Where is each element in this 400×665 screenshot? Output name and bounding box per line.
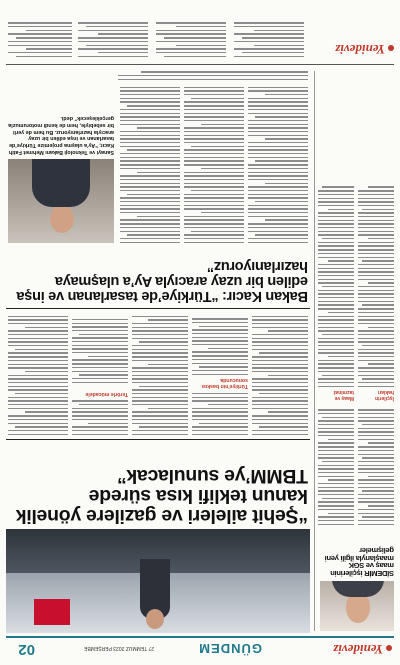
main-body-col3 — [132, 313, 188, 435]
second-body-col2 — [184, 84, 244, 243]
header-section: GÜNDEM — [198, 641, 262, 656]
footer-imprint-2 — [156, 20, 226, 57]
second-body-col1 — [248, 84, 308, 243]
sidebar-subhead-2: Maaş ve tazminat — [333, 389, 354, 401]
main-rule — [6, 439, 310, 440]
header-rule — [6, 636, 394, 638]
main-story-photo — [6, 529, 310, 633]
photo-speaker-head — [146, 609, 164, 629]
header-date: 27 TEMMUZ 2023 PERŞEMBE — [84, 645, 154, 651]
sidebar-title: SİDEMİR işçilerinin maaş ve SGK maaşlarıyla ilgili yeni gelişmeler — [324, 545, 394, 578]
second-story-lead: Sanayi ve Teknoloji Bakanı Mehmet Fatih Kacır, “Ay'a ulaşma projemize Türkiye’de tasarlanan ve inşa edilen bir uzay aracıyla hazırlanıyoruz. Bu hem de yerli bir sebebiyle, hem de kendi motorumuzla gerçekleşecek” dedi. — [8, 115, 114, 155]
main-subhead-2: Terörle mücadele — [85, 391, 128, 397]
portrait-suit — [332, 581, 384, 597]
footer — [6, 5, 394, 61]
footer-rule — [6, 64, 394, 65]
sidebar-body-col1b — [358, 184, 394, 387]
second-photo-head — [50, 205, 74, 233]
footer-logo: Yenideviz — [335, 41, 394, 57]
sidebar-body-col2b — [318, 184, 354, 387]
second-headline: Bakan Kacır: “Türkiye’de tasarlanan ve inşa edilen bir uzay aracıyla Ay’a ulaşmaya hazırlanıyoruz” — [16, 258, 308, 304]
sidebar-body-col1 — [358, 407, 394, 525]
footer-imprint-3 — [78, 20, 148, 57]
logo-dot-icon — [386, 645, 392, 651]
main-subhead-1: Türkiye'nin baskısı sonucunda — [201, 377, 248, 389]
header-page-number: 02 — [18, 641, 35, 658]
footer-imprint-4 — [8, 20, 72, 57]
second-body-col3 — [120, 84, 180, 243]
second-story-rule — [6, 308, 310, 309]
sidebar-body-col2 — [318, 407, 354, 525]
main-body-col5 — [8, 313, 68, 435]
second-photo-suit — [32, 159, 90, 207]
header-logo: Yenideviz — [333, 641, 392, 657]
photo-flag — [34, 599, 70, 625]
main-body-col2b — [192, 316, 248, 375]
footer-imprint-1 — [234, 20, 304, 57]
main-body-col4 — [72, 398, 128, 435]
page-header — [8, 639, 392, 659]
main-body-col4b — [72, 317, 128, 383]
sidebar-portrait-photo — [320, 581, 394, 631]
main-body-col2 — [192, 391, 248, 435]
second-story-photo — [8, 159, 114, 243]
portrait-face — [346, 593, 370, 623]
main-body-col1 — [252, 313, 308, 435]
sidebar-subhead-1: İşçilerin hakları — [375, 389, 394, 401]
main-headline: “Şehit aileleri ve gazilere yönelik kanun teklifi kısa sürede TBMM’ye sunulacak” — [16, 465, 308, 527]
second-body-col4 — [118, 69, 308, 80]
sidebar — [317, 163, 396, 633]
sidebar-divider — [314, 71, 315, 631]
footer-logo-dot-icon — [388, 45, 394, 51]
